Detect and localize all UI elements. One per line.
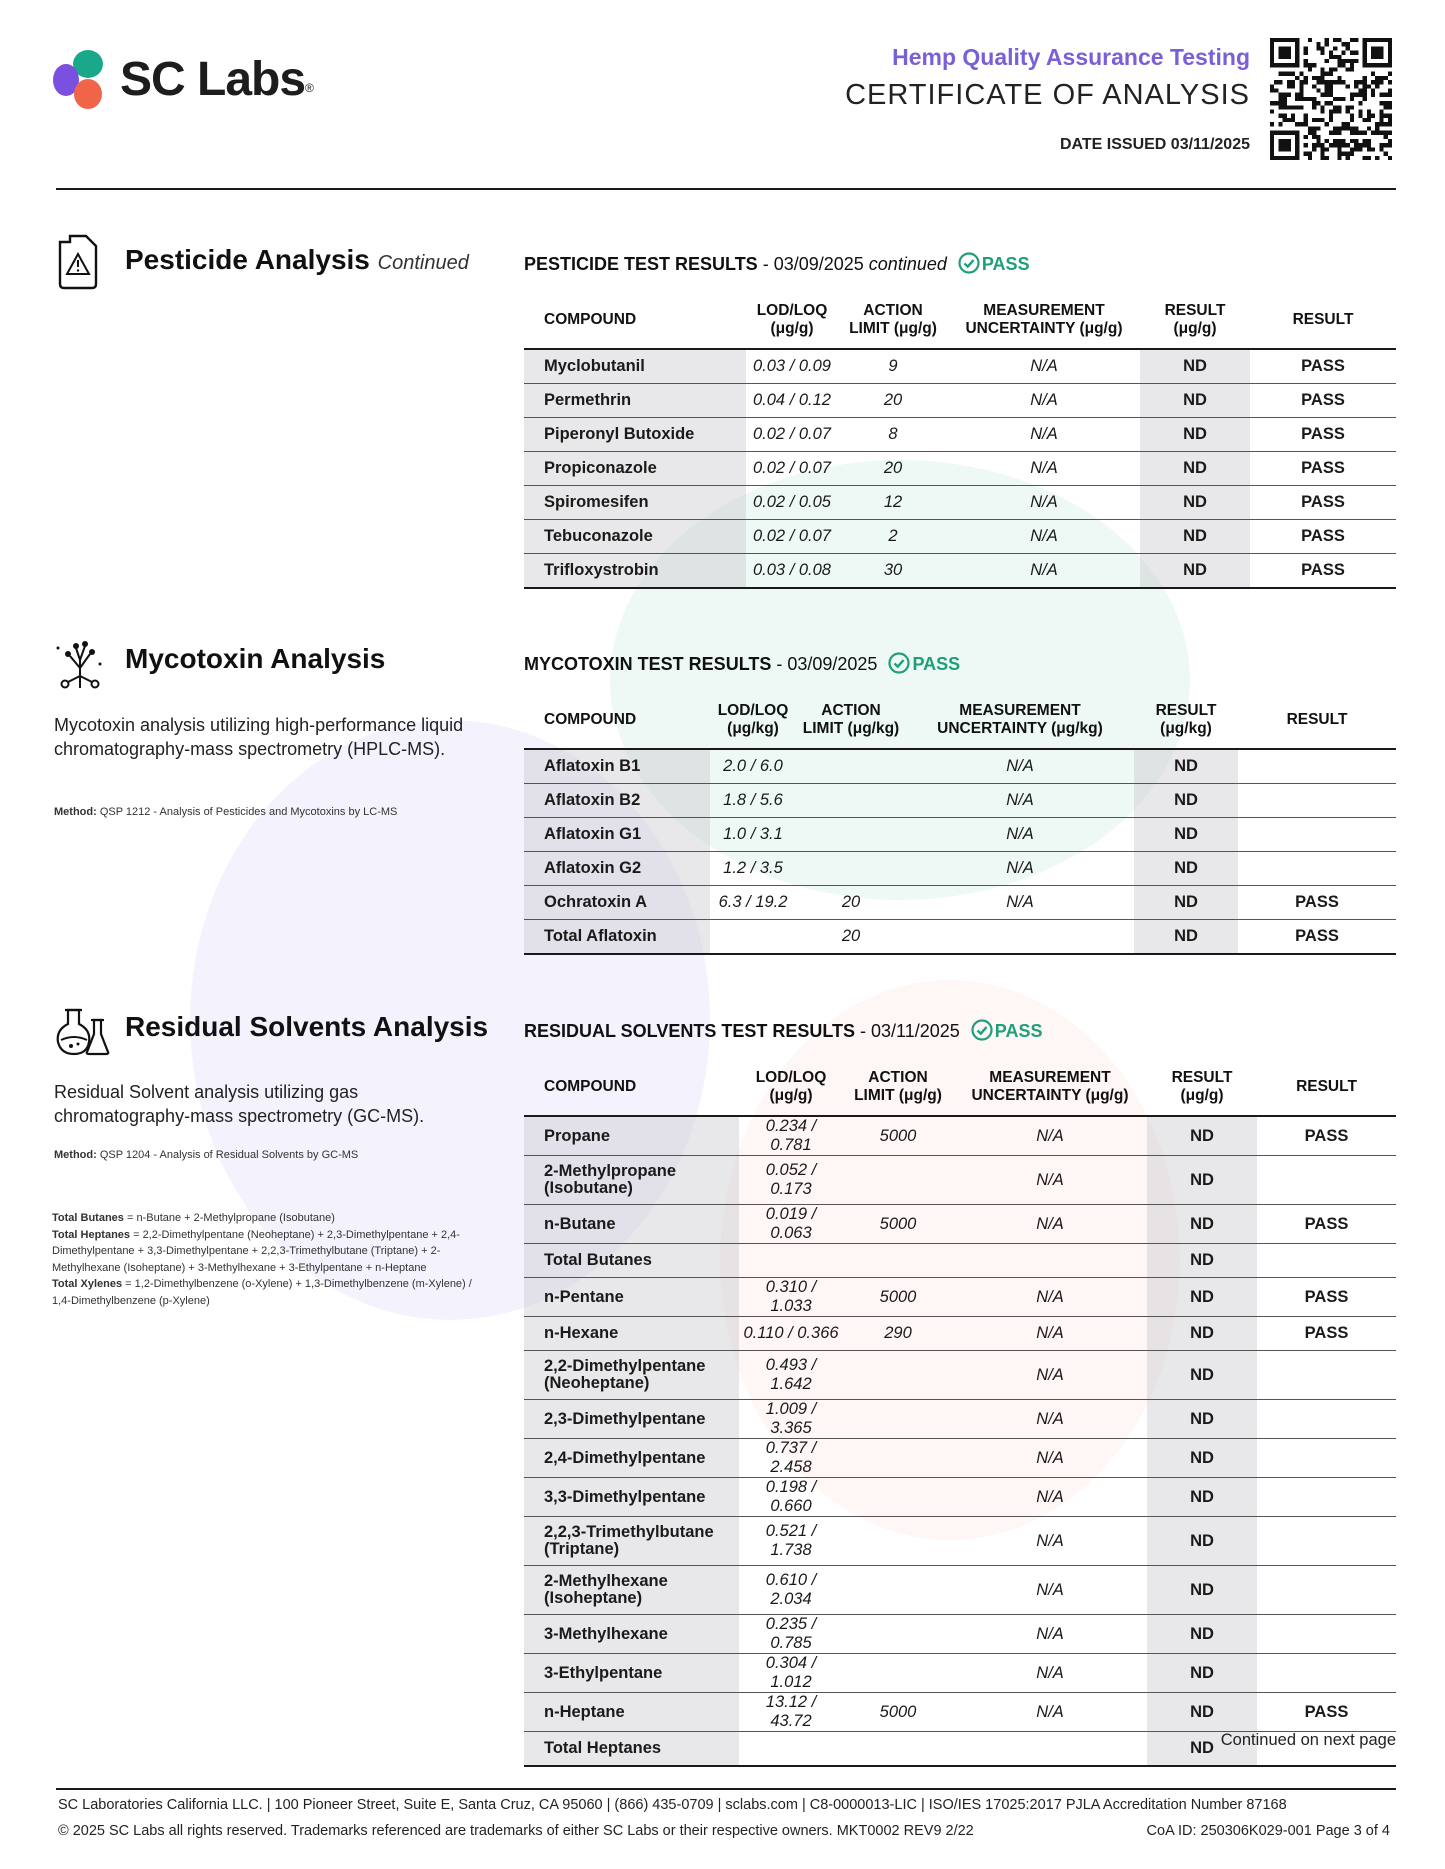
compound-name: Aflatoxin G2 <box>524 852 710 886</box>
compound-name: Piperonyl Butoxide <box>524 418 746 452</box>
table-row <box>524 749 1396 784</box>
table-row <box>524 486 1396 520</box>
note-total-butanes <box>52 1210 472 1227</box>
lod-loq: 0.02 / 0.05 <box>746 486 838 520</box>
compound-name: 2,2-Dimethylpentane (Neoheptane) <box>524 1351 739 1400</box>
method-label: Method: <box>54 806 97 818</box>
table-row <box>524 418 1396 452</box>
table-row <box>524 1566 1396 1615</box>
lod-loq: 0.052 / 0.173 <box>739 1156 843 1205</box>
measurement-uncertainty <box>953 1244 1147 1278</box>
column-header: RESULT (μg/kg) <box>1134 700 1238 749</box>
result-value: ND <box>1140 418 1250 452</box>
lod-loq: 0.304 / 1.012 <box>739 1654 843 1693</box>
totals-notes <box>52 1210 472 1309</box>
lod-loq: 0.02 / 0.07 <box>746 452 838 486</box>
note-total-xylenes <box>52 1276 472 1309</box>
pesticide-results-note: continued <box>868 254 947 274</box>
lod-loq: 0.04 / 0.12 <box>746 384 838 418</box>
measurement-uncertainty <box>906 920 1134 955</box>
action-limit <box>796 818 906 852</box>
compound-name: Propane <box>524 1116 739 1156</box>
action-limit <box>843 1732 953 1767</box>
result-status: PASS <box>1250 554 1396 589</box>
lod-loq: 0.310 / 1.033 <box>739 1278 843 1317</box>
residual-solvents-status-badge: PASS <box>994 1021 1043 1041</box>
measurement-uncertainty: N/A <box>906 784 1134 818</box>
lod-loq: 0.019 / 0.063 <box>739 1205 843 1244</box>
logo-wordmark <box>120 50 314 110</box>
measurement-uncertainty: N/A <box>906 749 1134 784</box>
column-header: MEASUREMENT UNCERTAINTY (μg/kg) <box>906 700 1134 749</box>
pesticide-results-label: PESTICIDE TEST RESULTS <box>524 254 758 274</box>
column-header: ACTION LIMIT (μg/kg) <box>796 700 906 749</box>
table-row <box>524 920 1396 955</box>
action-limit <box>843 1566 953 1615</box>
action-limit <box>843 1156 953 1205</box>
table-header-row <box>524 300 1396 349</box>
note-label: Total Butanes <box>52 1212 124 1224</box>
result-status <box>1257 1517 1396 1566</box>
result-value: ND <box>1147 1732 1257 1767</box>
lod-loq: 6.3 / 19.2 <box>710 886 796 920</box>
measurement-uncertainty: N/A <box>953 1517 1147 1566</box>
compound-name: Trifloxystrobin <box>524 554 746 589</box>
action-limit: 2 <box>838 520 948 554</box>
method-text: QSP 1212 - Analysis of Pesticides and Mycotoxins by LC-MS <box>96 806 398 818</box>
logo-text: SC Labs <box>120 53 306 106</box>
residual-solvents-results-date: - 03/11/2025 <box>855 1021 960 1041</box>
result-status <box>1238 784 1396 818</box>
table-row <box>524 452 1396 486</box>
column-header: RESULT <box>1250 300 1396 349</box>
result-status: PASS <box>1257 1278 1396 1317</box>
lod-loq: 1.0 / 3.1 <box>710 818 796 852</box>
result-value: ND <box>1147 1654 1257 1693</box>
result-value: ND <box>1134 920 1238 955</box>
action-limit: 5000 <box>843 1116 953 1156</box>
compound-name: n-Butane <box>524 1205 739 1244</box>
pass-check-icon <box>958 252 980 274</box>
result-status <box>1257 1156 1396 1205</box>
compound-name: n-Heptane <box>524 1693 739 1732</box>
measurement-uncertainty: N/A <box>953 1278 1147 1317</box>
compound-name: Ochratoxin A <box>524 886 710 920</box>
result-status <box>1238 818 1396 852</box>
column-header: RESULT (μg/g) <box>1140 300 1250 349</box>
action-limit: 20 <box>838 384 948 418</box>
measurement-uncertainty: N/A <box>953 1693 1147 1732</box>
compound-name: 2-Methylpropane (Isobutane) <box>524 1156 739 1205</box>
result-value: ND <box>1140 520 1250 554</box>
result-status <box>1257 1351 1396 1400</box>
table-row <box>524 1156 1396 1205</box>
pesticide-results-header <box>524 252 1030 275</box>
pass-check-icon <box>971 1019 993 1041</box>
residual-solvents-section-title: Residual Solvents Analysis <box>125 1011 489 1042</box>
result-value: ND <box>1147 1317 1257 1351</box>
mycotoxin-results-label: MYCOTOXIN TEST RESULTS <box>524 654 772 674</box>
measurement-uncertainty: N/A <box>948 452 1140 486</box>
result-status: PASS <box>1250 418 1396 452</box>
lod-loq: 0.02 / 0.07 <box>746 520 838 554</box>
table-row <box>524 1116 1396 1156</box>
measurement-uncertainty: N/A <box>906 852 1134 886</box>
result-status <box>1257 1400 1396 1439</box>
note-label: Total Xylenes <box>52 1278 123 1290</box>
result-value: ND <box>1147 1400 1257 1439</box>
result-status: PASS <box>1250 452 1396 486</box>
measurement-uncertainty: N/A <box>948 349 1140 384</box>
lod-loq: 2.0 / 6.0 <box>710 749 796 784</box>
lod-loq: 1.009 / 3.365 <box>739 1400 843 1439</box>
compound-name: Aflatoxin G1 <box>524 818 710 852</box>
result-value: ND <box>1134 852 1238 886</box>
result-status <box>1257 1566 1396 1615</box>
residual-solvents-results-header <box>524 1019 1042 1042</box>
qr-code-icon[interactable] <box>1270 38 1392 160</box>
logo-mark-icon <box>48 44 118 124</box>
result-status <box>1238 749 1396 784</box>
result-value: ND <box>1147 1478 1257 1517</box>
table-row <box>524 1400 1396 1439</box>
column-header: LOD/LOQ (μg/g) <box>739 1067 843 1116</box>
table-row <box>524 852 1396 886</box>
column-header: RESULT (μg/g) <box>1147 1067 1257 1116</box>
method-label: Method: <box>54 1149 97 1161</box>
residual-solvents-method <box>54 1147 414 1163</box>
compound-name: 3,3-Dimethylpentane <box>524 1478 739 1517</box>
result-status <box>1257 1244 1396 1278</box>
result-value: ND <box>1134 886 1238 920</box>
table-row <box>524 1517 1396 1566</box>
mycotoxin-method <box>54 804 414 820</box>
compound-name: n-Hexane <box>524 1317 739 1351</box>
lod-loq: 0.234 / 0.781 <box>739 1116 843 1156</box>
pesticide-container-icon <box>54 232 102 290</box>
result-status: PASS <box>1257 1116 1396 1156</box>
measurement-uncertainty: N/A <box>953 1205 1147 1244</box>
result-status <box>1257 1615 1396 1654</box>
result-status: PASS <box>1250 384 1396 418</box>
lod-loq: 13.12 / 43.72 <box>739 1693 843 1732</box>
compound-name: Spiromesifen <box>524 486 746 520</box>
column-header: LOD/LOQ (μg/g) <box>746 300 838 349</box>
action-limit <box>843 1615 953 1654</box>
compound-name: 2,4-Dimethylpentane <box>524 1439 739 1478</box>
result-status <box>1238 852 1396 886</box>
date-issued: DATE ISSUED 03/11/2025 <box>1059 136 1250 153</box>
mycotoxin-status-badge: PASS <box>912 654 961 674</box>
lod-loq: 1.8 / 5.6 <box>710 784 796 818</box>
column-header: COMPOUND <box>524 700 710 749</box>
logo-registered-mark: ® <box>305 81 314 95</box>
compound-name: 2,2,3-Trimethylbutane (Triptane) <box>524 1517 739 1566</box>
table-row <box>524 1317 1396 1351</box>
result-value: ND <box>1147 1439 1257 1478</box>
residual-solvents-results-label: RESIDUAL SOLVENTS TEST RESULTS <box>524 1021 856 1041</box>
pesticide-title-text: Pesticide Analysis <box>125 244 370 275</box>
result-value: ND <box>1147 1116 1257 1156</box>
lod-loq <box>710 920 796 955</box>
pass-check-icon <box>888 652 910 674</box>
residual-solvents-description: Residual Solvent analysis utilizing gas chromatography-mass spectrometry (GC-MS). <box>54 1082 425 1126</box>
lod-loq <box>739 1244 843 1278</box>
measurement-uncertainty: N/A <box>953 1317 1147 1351</box>
measurement-uncertainty: N/A <box>953 1478 1147 1517</box>
pesticide-status-badge: PASS <box>981 254 1030 274</box>
lod-loq <box>739 1732 843 1767</box>
result-status: PASS <box>1238 920 1396 955</box>
result-value: ND <box>1134 784 1238 818</box>
result-value: ND <box>1147 1566 1257 1615</box>
result-value: ND <box>1140 554 1250 589</box>
compound-name: Permethrin <box>524 384 746 418</box>
action-limit <box>843 1654 953 1693</box>
measurement-uncertainty: N/A <box>948 418 1140 452</box>
result-status: PASS <box>1257 1205 1396 1244</box>
result-value: ND <box>1140 349 1250 384</box>
column-header: RESULT <box>1238 700 1396 749</box>
measurement-uncertainty: N/A <box>948 554 1140 589</box>
measurement-uncertainty: N/A <box>948 486 1140 520</box>
result-value: ND <box>1140 486 1250 520</box>
table-row <box>524 1244 1396 1278</box>
note-label: Total Heptanes <box>52 1228 131 1241</box>
mycotoxin-mold-icon <box>54 638 102 696</box>
table-row <box>524 818 1396 852</box>
result-value: ND <box>1140 452 1250 486</box>
compound-name: 3-Methylhexane <box>524 1615 739 1654</box>
measurement-uncertainty: N/A <box>953 1351 1147 1400</box>
measurement-uncertainty: N/A <box>953 1400 1147 1439</box>
result-value: ND <box>1147 1244 1257 1278</box>
result-status <box>1257 1439 1396 1478</box>
column-header: ACTION LIMIT (μg/g) <box>838 300 948 349</box>
table-header-row <box>524 700 1396 749</box>
header-divider <box>56 188 1396 190</box>
lod-loq: 0.03 / 0.08 <box>746 554 838 589</box>
action-limit <box>843 1400 953 1439</box>
note-total-heptanes <box>52 1227 472 1277</box>
column-header: COMPOUND <box>524 300 746 349</box>
table-row <box>524 349 1396 384</box>
mycotoxin-section-title: Mycotoxin Analysis <box>125 643 386 674</box>
compound-name: Propiconazole <box>524 452 746 486</box>
action-limit <box>843 1351 953 1400</box>
result-value: ND <box>1147 1693 1257 1732</box>
column-header: MEASUREMENT UNCERTAINTY (μg/g) <box>953 1067 1147 1116</box>
result-status: PASS <box>1250 520 1396 554</box>
action-limit: 9 <box>838 349 948 384</box>
result-status <box>1257 1654 1396 1693</box>
note-text: = n-Butane + 2-Methylpropane (Isobutane) <box>123 1212 335 1224</box>
pesticide-section-title <box>125 244 469 276</box>
pesticide-results-date: - 03/09/2025 <box>757 254 869 274</box>
action-limit: 20 <box>838 452 948 486</box>
action-limit <box>843 1478 953 1517</box>
measurement-uncertainty: N/A <box>906 886 1134 920</box>
lod-loq: 0.03 / 0.09 <box>746 349 838 384</box>
measurement-uncertainty: N/A <box>948 384 1140 418</box>
action-limit: 30 <box>838 554 948 589</box>
measurement-uncertainty: N/A <box>906 818 1134 852</box>
table-row <box>524 384 1396 418</box>
measurement-uncertainty: N/A <box>953 1615 1147 1654</box>
action-limit: 20 <box>796 920 906 955</box>
table-row <box>524 1615 1396 1654</box>
table-row <box>524 520 1396 554</box>
compound-name: Tebuconazole <box>524 520 746 554</box>
action-limit <box>796 784 906 818</box>
action-limit: 5000 <box>843 1278 953 1317</box>
header-subtitle: Hemp Quality Assurance Testing <box>892 44 1250 70</box>
column-header: LOD/LOQ (μg/kg) <box>710 700 796 749</box>
compound-name: 2-Methylhexane (Isoheptane) <box>524 1566 739 1615</box>
measurement-uncertainty: N/A <box>953 1156 1147 1205</box>
action-limit <box>796 852 906 886</box>
lod-loq: 1.2 / 3.5 <box>710 852 796 886</box>
measurement-uncertainty: N/A <box>953 1439 1147 1478</box>
compound-name: 2,3-Dimethylpentane <box>524 1400 739 1439</box>
table-row <box>524 1478 1396 1517</box>
table-row <box>524 886 1396 920</box>
compound-name: Total Butanes <box>524 1244 739 1278</box>
compound-name: Aflatoxin B2 <box>524 784 710 818</box>
footer-company-info: SC Laboratories California LLC. | 100 Pioneer Street, Suite E, Santa Cruz, CA 95060 | (866) 435-0709 | sclabs.com | C8-0000013-LIC | ISO/IES 17025:2017 PJLA Accreditation Number 87168 <box>58 1797 1287 1813</box>
residual-solvents-results-table <box>524 1067 1396 1767</box>
action-limit: 5000 <box>843 1693 953 1732</box>
action-limit: 12 <box>838 486 948 520</box>
column-header: RESULT <box>1257 1067 1396 1116</box>
compound-name: Myclobutanil <box>524 349 746 384</box>
lod-loq: 0.198 / 0.660 <box>739 1478 843 1517</box>
table-row <box>524 784 1396 818</box>
result-value: ND <box>1147 1615 1257 1654</box>
page-title: CERTIFICATE OF ANALYSIS <box>845 79 1250 111</box>
result-status: PASS <box>1238 886 1396 920</box>
pesticide-title-suffix: Continued <box>377 252 469 274</box>
mycotoxin-description: Mycotoxin analysis utilizing high-performance liquid chromatography-mass spectrometry (HPLC-MS). <box>54 715 464 759</box>
compound-name: Total Aflatoxin <box>524 920 710 955</box>
note-text: = 1,2-Dimethylbenzene (o-Xylene) + 1,3-Dimethylbenzene (m-Xylene) / 1,4-Dimethylbenzene (p-Xylene) <box>52 1278 472 1307</box>
mycotoxin-results-table <box>524 700 1396 955</box>
action-limit <box>843 1244 953 1278</box>
measurement-uncertainty: N/A <box>948 520 1140 554</box>
result-value: ND <box>1147 1156 1257 1205</box>
result-value: ND <box>1140 384 1250 418</box>
action-limit <box>843 1517 953 1566</box>
result-status: PASS <box>1257 1317 1396 1351</box>
footer-divider <box>56 1788 1396 1790</box>
compound-name: Aflatoxin B1 <box>524 749 710 784</box>
measurement-uncertainty: N/A <box>953 1566 1147 1615</box>
compound-name: n-Pentane <box>524 1278 739 1317</box>
result-value: ND <box>1147 1205 1257 1244</box>
lod-loq: 0.02 / 0.07 <box>746 418 838 452</box>
table-row <box>524 1654 1396 1693</box>
table-row <box>524 1439 1396 1478</box>
lod-loq: 0.521 / 1.738 <box>739 1517 843 1566</box>
footer-copyright: © 2025 SC Labs all rights reserved. Trademarks referenced are trademarks of either SC Labs or their respective owners. MKT0002 REV9 2/22 <box>58 1823 974 1839</box>
measurement-uncertainty: N/A <box>953 1116 1147 1156</box>
sc-labs-logo <box>48 44 318 124</box>
action-limit: 5000 <box>843 1205 953 1244</box>
continued-note: Continued on next page <box>1220 1731 1396 1749</box>
column-header: COMPOUND <box>524 1067 739 1116</box>
pesticide-results-table <box>524 300 1396 589</box>
lod-loq: 0.110 / 0.366 <box>739 1317 843 1351</box>
action-limit: 8 <box>838 418 948 452</box>
table-row <box>524 1278 1396 1317</box>
table-row <box>524 1693 1396 1732</box>
compound-name: Total Heptanes <box>524 1732 739 1767</box>
table-header-row <box>524 1067 1396 1116</box>
compound-name: 3-Ethylpentane <box>524 1654 739 1693</box>
action-limit: 20 <box>796 886 906 920</box>
lod-loq: 0.493 / 1.642 <box>739 1351 843 1400</box>
table-row <box>524 554 1396 589</box>
lod-loq: 0.235 / 0.785 <box>739 1615 843 1654</box>
note-text: = 2,2-Dimethylpentane (Neoheptane) + 2,3-Dimethylpentane + 2,4-Dimethylpentane + 3,3-Dimethylpentane + 2,2,3-Trimethylbutane (Triptane) + 2-Methylhexane (Isoheptane) + 3-Methylhexane + 3-Ethylpentane + n-Heptane <box>52 1228 460 1274</box>
action-limit <box>796 749 906 784</box>
column-header: MEASUREMENT UNCERTAINTY (μg/g) <box>948 300 1140 349</box>
column-header: ACTION LIMIT (μg/g) <box>843 1067 953 1116</box>
action-limit <box>843 1439 953 1478</box>
measurement-uncertainty <box>953 1732 1147 1767</box>
result-value: ND <box>1147 1278 1257 1317</box>
method-text: QSP 1204 - Analysis of Residual Solvents by GC-MS <box>96 1149 359 1161</box>
table-row <box>524 1351 1396 1400</box>
result-value: ND <box>1147 1517 1257 1566</box>
lod-loq: 0.610 / 2.034 <box>739 1566 843 1615</box>
action-limit: 290 <box>843 1317 953 1351</box>
lod-loq: 0.737 / 2.458 <box>739 1439 843 1478</box>
mycotoxin-results-header <box>524 652 960 675</box>
footer-coa-id: CoA ID: 250306K029-001 Page 3 of 4 <box>1146 1823 1390 1839</box>
table-row <box>524 1205 1396 1244</box>
result-status: PASS <box>1250 486 1396 520</box>
measurement-uncertainty: N/A <box>953 1654 1147 1693</box>
mycotoxin-results-date: - 03/09/2025 <box>771 654 878 674</box>
result-value: ND <box>1134 818 1238 852</box>
result-status: PASS <box>1250 349 1396 384</box>
result-value: ND <box>1147 1351 1257 1400</box>
result-value: ND <box>1134 749 1238 784</box>
result-status <box>1257 1478 1396 1517</box>
result-status: PASS <box>1257 1693 1396 1732</box>
flask-icon <box>54 1006 102 1064</box>
